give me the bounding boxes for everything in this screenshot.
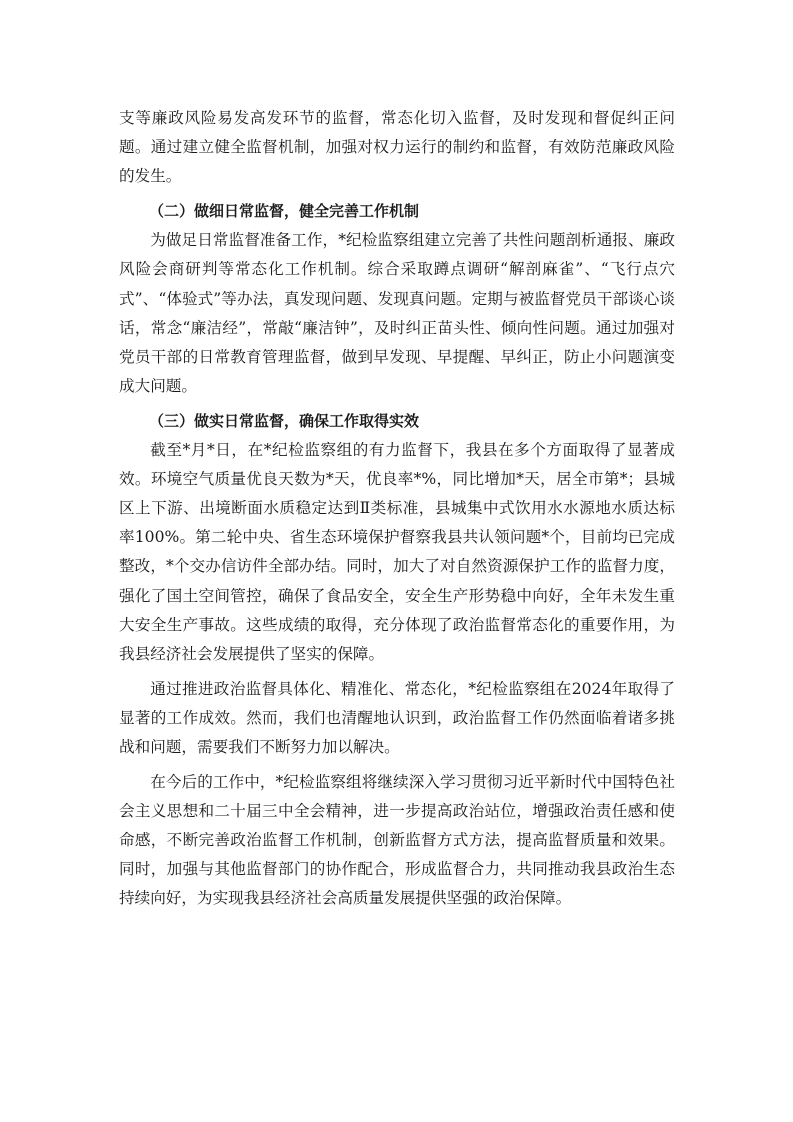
section-heading-2: （二）做细日常监督，健全完善工作机制 [149, 202, 420, 221]
section-2-paragraph: 为做足日常监督准备工作，*纪检监察组建立完善了共性问题剖析通报、廉政风险会商研判等常态化工作机制。综合采取蹲点调研“解剖麻雀”、“飞行点穴式”、“体验式”等办法，真发现问题、发现真问题。定期与被监督党员干部谈心谈话，常念“廉洁经”，常敲“廉洁钟”，及时纠正苗头性、倾向性问题。通过加强对党员干部的日常教育管理监督，做到早发现、早提醒、早纠正，防止小问题演变成大问题。 [119, 231, 675, 395]
document-body [119, 104, 675, 914]
section-heading-3: （三）做实日常监督，确保工作取得实效 [149, 411, 420, 430]
summary-paragraph: 通过推进政治监督具体化、精准化、常态化，*纪检监察组在2024年取得了显著的工作成效。然而，我们也清醒地认识到，政治监督工作仍然面临着诸多挑战和问题，需要我们不断努力加以解决。 [119, 679, 675, 756]
outlook-paragraph: 在今后的工作中，*纪检监察组将继续深入学习贯彻习近平新时代中国特色社会主义思想和二十届三中全会精神，进一步提高政治站位，增强政治责任感和使命感，不断完善政治监督工作机制，创新监督方式方法，提高监督质量和效果。同时，加强与其他监督部门的协作配合，形成监督合力，共同推动我县政治生态持续向好，为实现我县经济社会高质量发展提供坚强的政治保障。 [119, 773, 675, 908]
continuation-paragraph: 支等廉政风险易发高发环节的监督，常态化切入监督，及时发现和督促纠正问题。通过建立健全监督机制，加强对权力运行的制约和监督，有效防范廉政风险的发生。 [119, 109, 675, 186]
section-3-paragraph: 截至*月*日，在*纪检监察组的有力监督下，我县在多个方面取得了显著成效。环境空气质量优良天数为*天，优良率*%，同比增加*天，居全市第*；县城区上下游、出境断面水质稳定达到Ⅱ类标准，县城集中式饮用水水源地水质达标率100%。第二轮中央、省生态环境保护督察我县共认领问题*个，目前均已完成整改，*个交办信访件全部办结。同时，加大了对自然资源保护工作的监督力度，强化了国土空间管控，确保了食品安全，安全生产形势稳中向好，全年未发生重大安全生产事故。这些成绩的取得，充分体现了政治监督常态化的重要作用，为我县经济社会发展提供了坚实的保障。 [119, 441, 675, 663]
